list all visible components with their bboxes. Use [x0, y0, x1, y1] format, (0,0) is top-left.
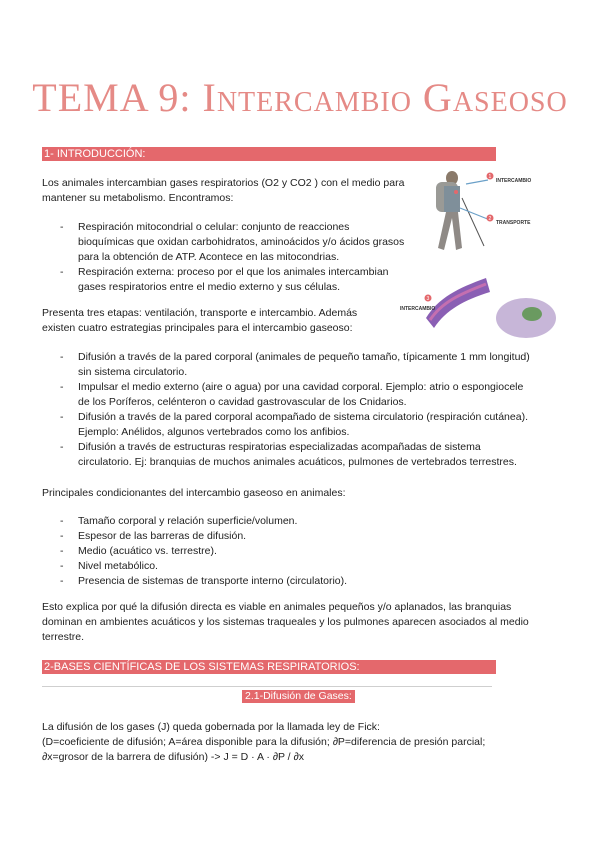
list-item: [42, 514, 542, 529]
list-item: [42, 220, 442, 265]
text-line: Difusión a través de estructuras respiratorias especializadas acompañadas de sistema: [78, 441, 481, 453]
text-line: Tamaño corporal y relación superficie/volumen.: [78, 515, 298, 527]
text-line: mantener su metabolismo. Encontramos:: [42, 192, 234, 204]
fick-paragraph: [42, 720, 485, 765]
text-line: La difusión de los gases (J) queda gobernada por la llamada ley de Fick:: [42, 721, 380, 733]
text-line: sin sistema circulatorio.: [78, 366, 188, 378]
text-line: terrestre.: [42, 631, 85, 643]
section-heading-bases-cientificas: 2-BASES CIENTÍFICAS DE LOS SISTEMAS RESPIRATORIOS:: [42, 660, 496, 674]
list-item: [42, 410, 562, 440]
respiration-illustration: [398, 168, 558, 348]
dash-bullet: -: [60, 266, 64, 278]
text-line: Difusión a través de la pared corporal (animales de pequeño tamaño, típicamente 1 mm longitud): [78, 351, 530, 363]
step-number-2: 2: [488, 216, 492, 222]
text-line: (D=coeficiente de difusión; A=área disponible para la difusión; ∂P=diferencia de presión parcial;: [42, 736, 486, 748]
stages-paragraph: [42, 306, 357, 336]
respiration-illustration-svg: [398, 168, 558, 348]
list-item: [42, 380, 562, 410]
strategies-list: [42, 350, 562, 470]
text-line: existen cuatro estrategias principales para el intercambio gaseoso:: [42, 322, 353, 334]
list-item: [42, 440, 562, 470]
list-item: [42, 265, 442, 295]
text-line: Presencia de sistemas de transporte interno (circulatorio).: [78, 575, 348, 587]
label-transporte: TRANSPORTE: [496, 220, 531, 226]
dash-bullet: -: [60, 575, 64, 587]
text-line: Los animales intercambian gases respiratorios (O2 y CO2 ) con el medio para: [42, 177, 405, 189]
text-line: Ejemplo: Anélidos, algunos vertebrados como los anfibios.: [78, 426, 350, 438]
list-item: [42, 544, 542, 559]
text-line: de los Poríferos, celénteron o cavidad gastrovascular de los Cnidarios.: [78, 396, 407, 408]
dash-bullet: -: [60, 351, 64, 363]
respiration-types-list: [42, 220, 442, 295]
text-line: Presenta tres etapas: ventilación, transporte e intercambio. Además: [42, 307, 358, 319]
list-item: [42, 559, 542, 574]
label-intercambio-bottom: INTERCAMBIO: [400, 306, 436, 312]
dash-bullet: -: [60, 411, 64, 423]
closing-paragraph: [42, 600, 529, 645]
list-item: [42, 350, 562, 380]
step-number-1: 1: [488, 174, 492, 180]
subsection-heading-difusion: 2.1-Difusión de Gases:: [242, 690, 355, 703]
intro-paragraph: [42, 176, 404, 206]
text-line: ∂x=grosor de la barrera de difusión) -> J = D · A · ∂P / ∂x: [42, 751, 304, 763]
conditions-intro: Principales condicionantes del intercambio gaseoso en animales:: [42, 487, 346, 499]
conditions-list: [42, 514, 542, 589]
text-line: Nivel metabólico.: [78, 560, 158, 572]
text-line: Respiración externa: proceso por el que los animales intercambian: [78, 266, 389, 278]
text-line: Impulsar el medio externo (aire o agua) por una cavidad corporal. Ejemplo: atrio o espongiocele: [78, 381, 524, 393]
label-intercambio-top: INTERCAMBIO: [496, 178, 532, 184]
list-item: [42, 574, 542, 589]
list-item: [42, 529, 542, 544]
text-line: circulatorio. Ej: branquias de muchos animales acuáticos, pulmones de vertebrados terrestres.: [78, 456, 517, 468]
divider: [42, 686, 492, 687]
dash-bullet: -: [60, 545, 64, 557]
section-heading-introduccion: 1- INTRODUCCIÓN:: [42, 147, 496, 161]
text-line: dominan en ambientes acuáticos y los sistemas traqueales y los pulmones aparecen asociados al medio: [42, 616, 529, 628]
dash-bullet: -: [60, 221, 64, 233]
text-line: gases respiratorios entre el medio externo y sus células.: [78, 281, 341, 293]
page-title: TEMA 9: Intercambio Gaseoso: [32, 75, 568, 120]
text-line: Medio (acuático vs. terrestre).: [78, 545, 217, 557]
dash-bullet: -: [60, 381, 64, 393]
step-number-3: 3: [426, 296, 430, 302]
dash-bullet: -: [60, 441, 64, 453]
text-line: Esto explica por qué la difusión directa es viable en animales pequeños y/o aplanados, las branquias: [42, 601, 512, 613]
dash-bullet: -: [60, 515, 64, 527]
dash-bullet: -: [60, 560, 64, 572]
dash-bullet: -: [60, 530, 64, 542]
text-line: bioquímicas que oxidan carbohidratos, aminoácidos y/o ácidos grasos: [78, 236, 405, 248]
text-line: Difusión a través de la pared corporal acompañado de sistema circulatorio (respiración cutánea).: [78, 411, 528, 423]
text-line: Respiración mitocondrial o celular: conjunto de reacciones: [78, 221, 350, 233]
hiker-figure: [436, 171, 484, 250]
text-line: Espesor de las barreras de difusión.: [78, 530, 247, 542]
text-line: para la obtención de ATP. Acontece en las mitocondrias.: [78, 251, 340, 263]
